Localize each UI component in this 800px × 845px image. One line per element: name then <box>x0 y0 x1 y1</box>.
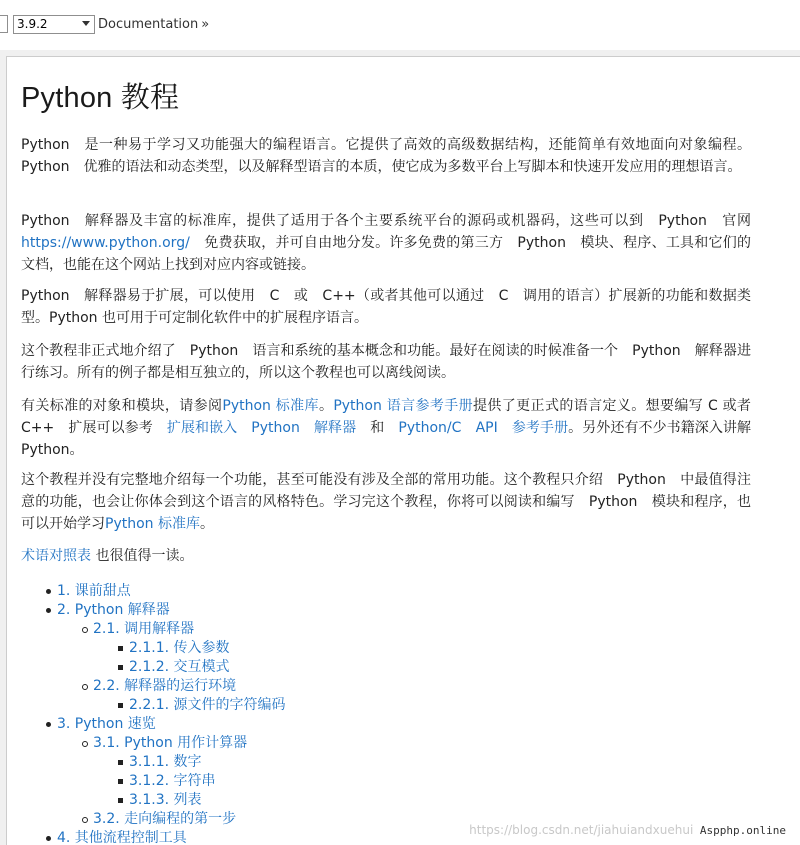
language-select[interactable] <box>0 15 8 33</box>
toc-item <box>21 582 721 601</box>
bullet-icon <box>82 627 88 633</box>
intro-paragraph-4: 这个教程非正式地介绍了 Python 语言和系统的基本概念和功能。最好在阅读的时候准备一个 Python 解释器进行练习。所有的例子都是相互独立的，所以这个教程也可以离线阅读。 <box>21 343 751 381</box>
toc-link[interactable]: 4. 其他流程控制工具 <box>57 830 187 845</box>
toc-link[interactable]: 2.1. 调用解释器 <box>93 621 195 637</box>
toc-item <box>21 677 721 696</box>
bullet-icon <box>82 817 88 823</box>
glossary-link[interactable]: 术语对照表 <box>21 548 91 564</box>
bullet-icon <box>46 836 51 841</box>
main-content <box>6 56 800 845</box>
intro-paragraph-3: Python 解释器易于扩展，可以使用 C 或 C++（或者其他可以通过 C 调用的语言）扩展新的功能和数据类型。Python 也可用于可定制化软件中的扩展程序语言。 <box>21 288 751 326</box>
toc-item <box>21 658 721 677</box>
toc-link[interactable]: 3.1.2. 字符串 <box>129 773 216 789</box>
toc-item <box>21 734 721 753</box>
bullet-icon <box>118 665 123 670</box>
version-value: 3.9.2 <box>17 17 48 31</box>
bullet-icon <box>82 684 88 690</box>
table-of-contents <box>21 582 721 845</box>
breadcrumb <box>98 17 209 32</box>
c-api-link[interactable]: Python/C API 参考手册 <box>398 420 569 436</box>
page-title: Python 教程 <box>21 82 180 114</box>
toc-link[interactable]: 3.2. 走向编程的第一步 <box>93 811 237 827</box>
bullet-icon <box>118 798 123 803</box>
toc-item <box>21 753 721 772</box>
toc-link[interactable]: 2.1.2. 交互模式 <box>129 659 230 675</box>
paragraph-text: Python 解释器及丰富的标准库，提供了适用于各个主要系统平台的源码或机器码，这些可以到 Python 官网 <box>21 213 751 229</box>
bullet-icon <box>118 646 123 651</box>
toc-item <box>21 715 721 734</box>
bullet-icon <box>118 760 123 765</box>
watermark-url: https://blog.csdn.net/jiahuiandxuehui <box>469 823 694 837</box>
toc-item <box>21 696 721 715</box>
stdlib-link-2[interactable]: Python 标准库 <box>105 516 200 532</box>
bullet-icon <box>46 589 51 594</box>
bullet-icon <box>46 608 51 613</box>
paragraph-text: 免费获取，并可自由地分发。许多免费的第三方 Python 模块、程序、工具和它们的文档，也能在这个网站上找到对应内容或链接。 <box>21 235 751 273</box>
watermark-brand: Aspphp.online <box>693 824 786 837</box>
toc-item <box>21 772 721 791</box>
breadcrumb-documentation-link[interactable]: Documentation <box>98 17 199 32</box>
intro-paragraph-2 <box>21 210 751 276</box>
breadcrumb-separator: » <box>201 17 210 32</box>
glossary-paragraph <box>21 545 751 567</box>
toc-item <box>21 601 721 620</box>
toc-link[interactable]: 2. Python 解释器 <box>57 602 170 618</box>
bullet-icon <box>82 741 88 747</box>
version-select[interactable] <box>13 15 95 34</box>
toc-item <box>21 639 721 658</box>
stdlib-link[interactable]: Python 标准库 <box>222 398 319 414</box>
bullet-icon <box>118 703 123 708</box>
bullet-icon <box>46 722 51 727</box>
toc-link[interactable]: 2.2.1. 源文件的字符编码 <box>129 697 286 713</box>
extending-embedding-link[interactable]: 扩展和嵌入 Python 解释器 <box>166 420 357 436</box>
language-reference-link[interactable]: Python 语言参考手册 <box>333 398 474 414</box>
toc-link[interactable]: 1. 课前甜点 <box>57 583 131 599</box>
bullet-icon <box>118 779 123 784</box>
paragraph-text: 。另外还有不少书籍深入讲解 Python。 <box>21 420 752 458</box>
paragraph-text: 。 <box>318 398 334 414</box>
paragraph-text: 这个教程并没有完整地介绍每一个功能，甚至可能没有涉及全部的常用功能。这个教程只介绍 Python 中最值得注意的功能，也会让你体会到这个语言的风格特色。学习完这个教程，你将可以阅读和编写 Python 模块和程序，也可以开始学习 <box>21 472 751 532</box>
intro-paragraph-1: Python 是一种易于学习又功能强大的编程语言。它提供了高效的高级数据结构，还能简单有效地面向对象编程。Python 优雅的语法和动态类型，以及解释型语言的本质，使它成为多数平台上写脚本和快速开发应用的理想语言。 <box>21 137 751 175</box>
paragraph-text: 提供了更正式的语言定义。想要编写 C 或者 C++ 扩展可以参考 <box>21 398 766 436</box>
toc-link[interactable]: 3. Python 速览 <box>57 716 156 732</box>
paragraph-text: 和 <box>356 420 399 436</box>
toc-item <box>21 791 721 810</box>
top-bar <box>0 0 800 50</box>
intro-paragraph-6 <box>21 469 751 535</box>
toc-link[interactable]: 3.1.3. 列表 <box>129 792 202 808</box>
paragraph-text: 有关标准的对象和模块，请参阅 <box>21 398 223 414</box>
paragraph-text: 。 <box>199 516 214 532</box>
toc-link[interactable]: 2.1.1. 传入参数 <box>129 640 230 656</box>
toc-link[interactable]: 3.1. Python 用作计算器 <box>93 735 248 751</box>
watermark <box>469 823 786 837</box>
paragraph-text: 也很值得一读。 <box>91 548 194 564</box>
chevron-down-icon <box>82 21 90 26</box>
intro-paragraph-5 <box>21 395 766 461</box>
toc-item <box>21 620 721 639</box>
toc-link[interactable]: 2.2. 解释器的运行环境 <box>93 678 237 694</box>
python-org-link[interactable]: https://www.python.org/ <box>21 235 190 251</box>
toc-link[interactable]: 3.1.1. 数字 <box>129 754 202 770</box>
